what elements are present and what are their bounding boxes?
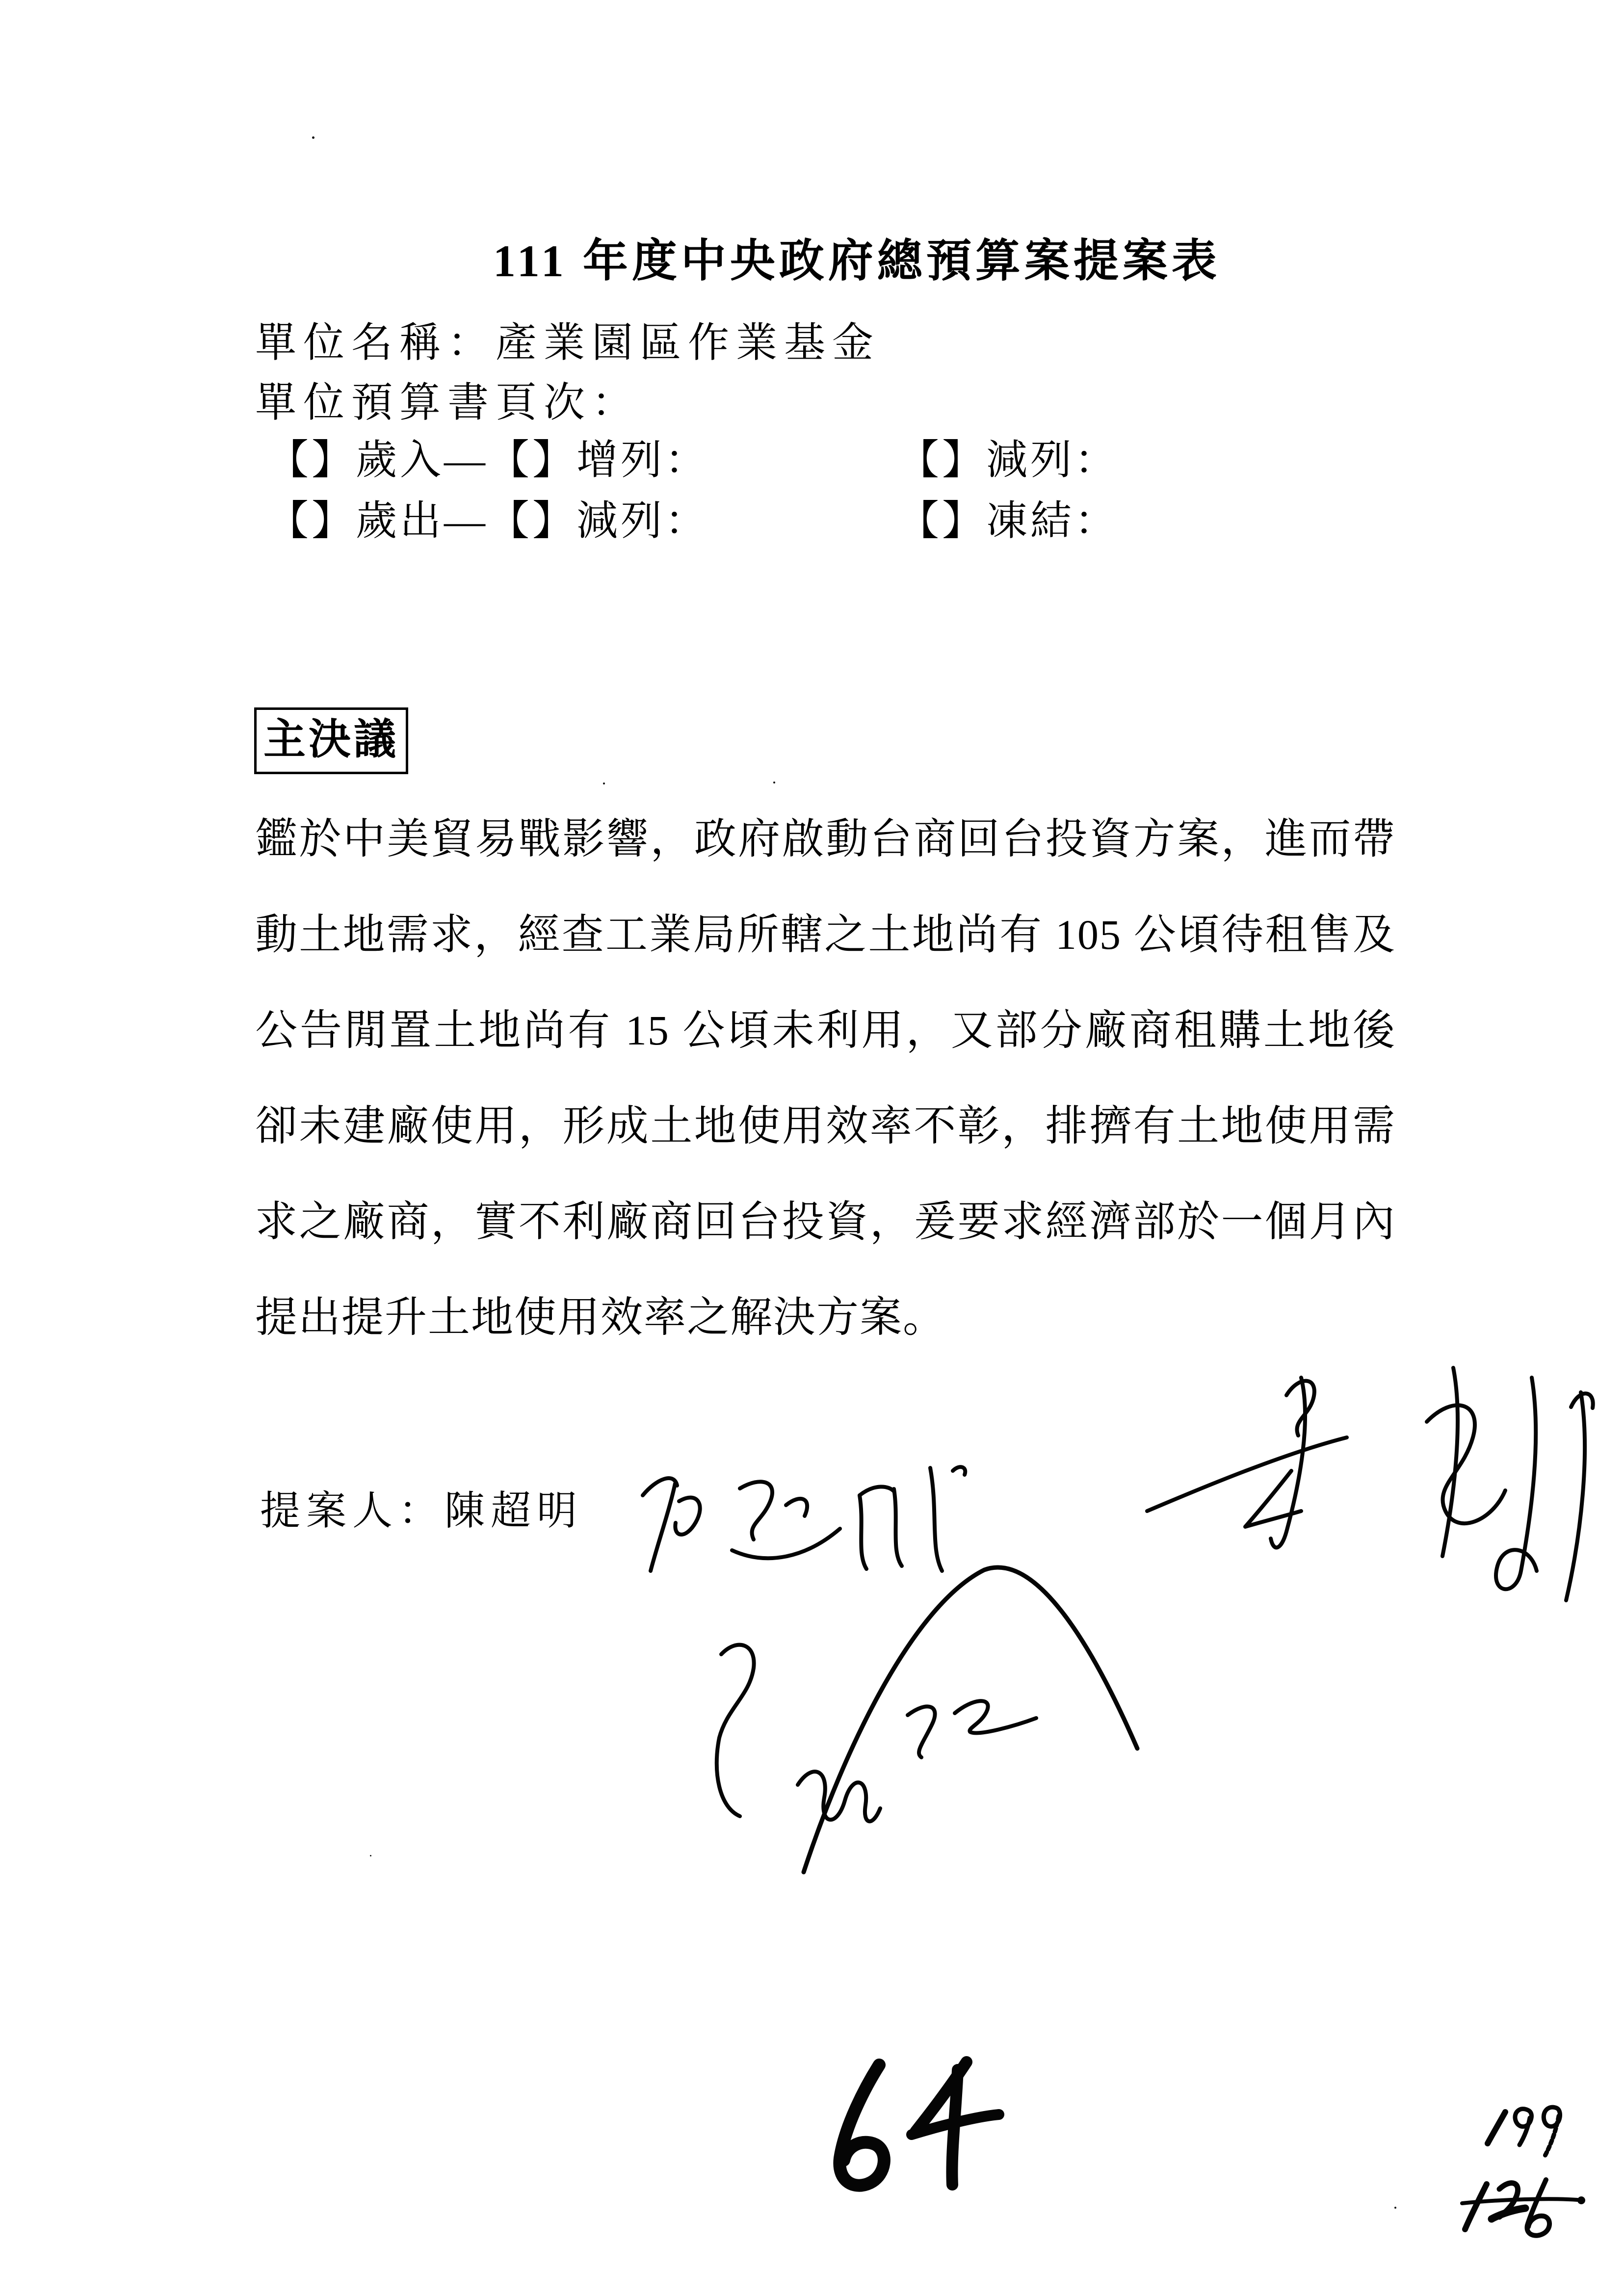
unit-name-line: 單位名稱：產業園區作業基金 bbox=[255, 320, 881, 366]
checkbox-row-revenue-left: 【】歲入—【】增列： bbox=[267, 438, 709, 483]
budget-page-line: 單位預算書頁次： bbox=[255, 380, 640, 426]
scan-speck bbox=[370, 1855, 371, 1856]
handwritten-number-199 bbox=[1477, 2097, 1582, 2164]
checkbox-row-expenditure-right: 【】凍結： bbox=[898, 498, 1119, 544]
handwritten-signature-2 bbox=[1138, 1349, 1609, 1609]
scan-speck bbox=[603, 783, 605, 784]
scan-speck bbox=[773, 782, 775, 783]
scan-speck bbox=[1394, 2207, 1396, 2209]
decision-line-2: 動土地需求，經查工業局所轄之土地尚有 105 公頃待租售及 bbox=[255, 911, 1396, 958]
checkbox-row-expenditure-left: 【】歲出—【】減列： bbox=[267, 498, 709, 544]
decision-line-3: 公告閒置土地尚有 15 公頃未利用，又部分廠商租購土地後 bbox=[255, 1007, 1396, 1054]
decision-line-5: 求之廠商，實不利廠商回台投資，爰要求經濟部於一個月內 bbox=[255, 1198, 1396, 1245]
proposer-line: 提案人：陳超明 bbox=[260, 1488, 583, 1533]
scan-speck bbox=[312, 136, 314, 139]
document-title: 111 年度中央政府總預算案提案表 bbox=[493, 236, 1221, 286]
handwritten-number-126-struck bbox=[1452, 2173, 1599, 2240]
decision-heading-box bbox=[254, 707, 408, 774]
decision-line-6: 提出提升土地使用效率之解決方案。 bbox=[255, 1294, 946, 1341]
decision-heading: 主決議 bbox=[263, 716, 399, 763]
decision-line-4: 卻未建廠使用，形成土地使用效率不彰，排擠有土地使用需 bbox=[255, 1102, 1396, 1149]
checkbox-row-revenue-right: 【】減列： bbox=[898, 438, 1119, 483]
handwritten-page-number bbox=[824, 2053, 1006, 2195]
decision-line-1: 鑑於中美貿易戰影響，政府啟動台商回台投資方案，進而帶 bbox=[255, 815, 1396, 862]
handwritten-signature-3 bbox=[672, 1540, 1153, 1884]
